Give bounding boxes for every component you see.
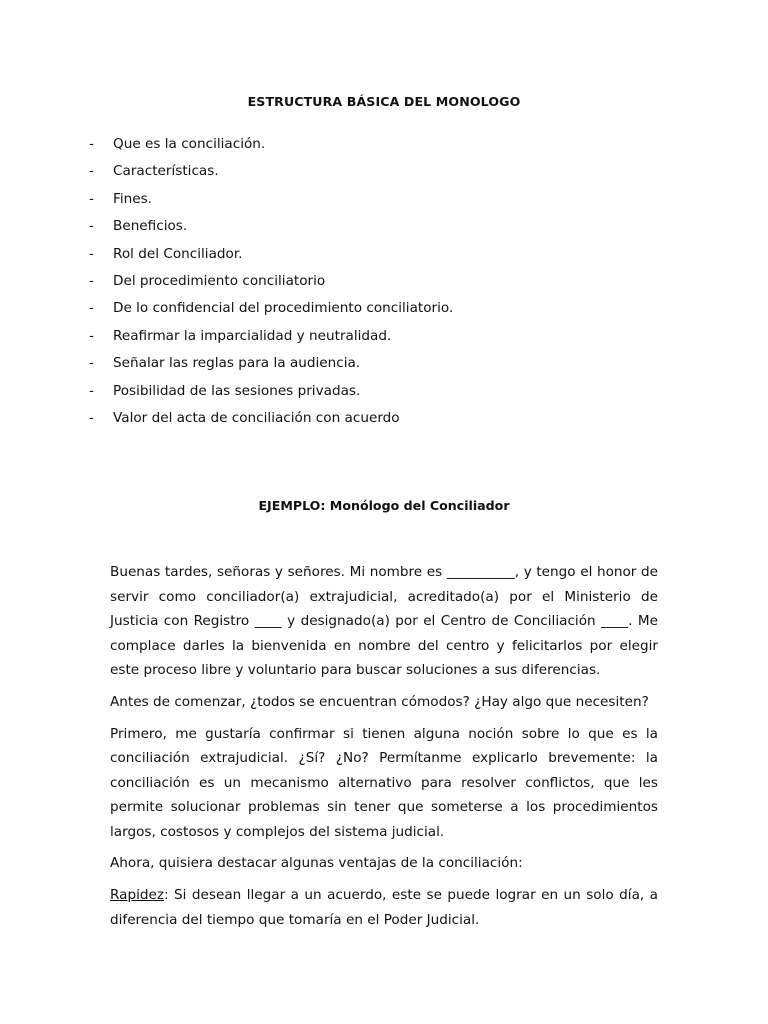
- list-item-text: Del procedimiento conciliatorio: [113, 272, 326, 289]
- document-title: ESTRUCTURA BÁSICA DEL MONOLOGO: [247, 94, 521, 109]
- list-item-text: Características.: [113, 163, 219, 180]
- paragraph-comfort-question: Antes de comenzar, ¿todos se encuentran cómodos? ¿Hay algo que necesiten?: [110, 693, 649, 710]
- rapidez-text: : Si desean llegar a un acuerdo, este se puede lograr en un solo día, a diferencia del tiempo que tomaría en el Poder Judicial.: [110, 887, 658, 928]
- list-item: [89, 163, 689, 190]
- bullet-marker: -: [89, 272, 94, 289]
- list-item-text: Beneficios.: [113, 218, 188, 235]
- bullet-marker: -: [89, 327, 94, 344]
- bullet-marker: -: [89, 245, 94, 262]
- list-item-text: Valor del acta de conciliación con acuerdo: [113, 409, 400, 426]
- term-rapidez: Rapidez: [110, 887, 165, 904]
- paragraph-welcome: Buenas tardes, señoras y señores. Mi nombre es __________, y tengo el honor de servir como conciliador(a) extrajudicial, acreditado(a) por el Ministerio de Justicia con Registro ____ y designado(a) por el Centro de Conciliación ____. Me complace darles la bienvenida en nombre del centro y felicitarlos por elegir este proceso libre y voluntario para buscar soluciones a sus diferencias.: [110, 564, 658, 678]
- paragraph-conciliation-definition: Primero, me gustaría confirmar si tienen alguna noción sobre lo que es la conciliación extrajudicial. ¿Sí? ¿No? Permítanme explicarlo brevemente: la conciliación es un mecanismo alternativo para resolver conflictos, que les permite solucionar problemas sin tener que someterse a los procedimientos largos, costosos y complejos del sistema judicial.: [110, 725, 658, 840]
- list-item: [89, 355, 689, 382]
- bullet-marker: -: [89, 382, 94, 399]
- bullet-marker: -: [89, 409, 94, 426]
- list-item-text: Rol del Conciliador.: [113, 245, 243, 262]
- list-item-text: Señalar las reglas para la audiencia.: [113, 355, 361, 372]
- monologue-body: [110, 560, 658, 939]
- example-title: EJEMPLO: Monólogo del Conciliador: [258, 498, 510, 513]
- list-item-text: De lo confidencial del procedimiento conciliatorio.: [113, 300, 454, 317]
- list-item: [89, 191, 689, 218]
- bullet-marker: -: [89, 355, 94, 372]
- list-item: [89, 300, 689, 327]
- list-item-text: Fines.: [113, 190, 152, 207]
- list-item: [89, 383, 689, 410]
- list-item: [89, 410, 689, 437]
- bullet-marker: -: [89, 218, 94, 235]
- bullet-marker: -: [89, 163, 94, 180]
- paragraph-rapidez: [110, 883, 658, 932]
- list-item-text: Reafirmar la imparcialidad y neutralidad.: [113, 327, 392, 344]
- list-item: [89, 218, 689, 245]
- list-item: [89, 136, 689, 163]
- structure-list: [89, 136, 689, 437]
- list-item: [89, 328, 689, 355]
- bullet-marker: -: [89, 300, 94, 317]
- bullet-marker: -: [89, 190, 94, 207]
- list-item-text: Que es la conciliación.: [113, 136, 266, 152]
- bullet-marker: -: [89, 136, 94, 152]
- list-item: [89, 246, 689, 273]
- list-item-text: Posibilidad de las sesiones privadas.: [113, 382, 361, 399]
- list-item: [89, 273, 689, 300]
- paragraph-advantages-intro: Ahora, quisiera destacar algunas ventajas de la conciliación:: [110, 855, 523, 872]
